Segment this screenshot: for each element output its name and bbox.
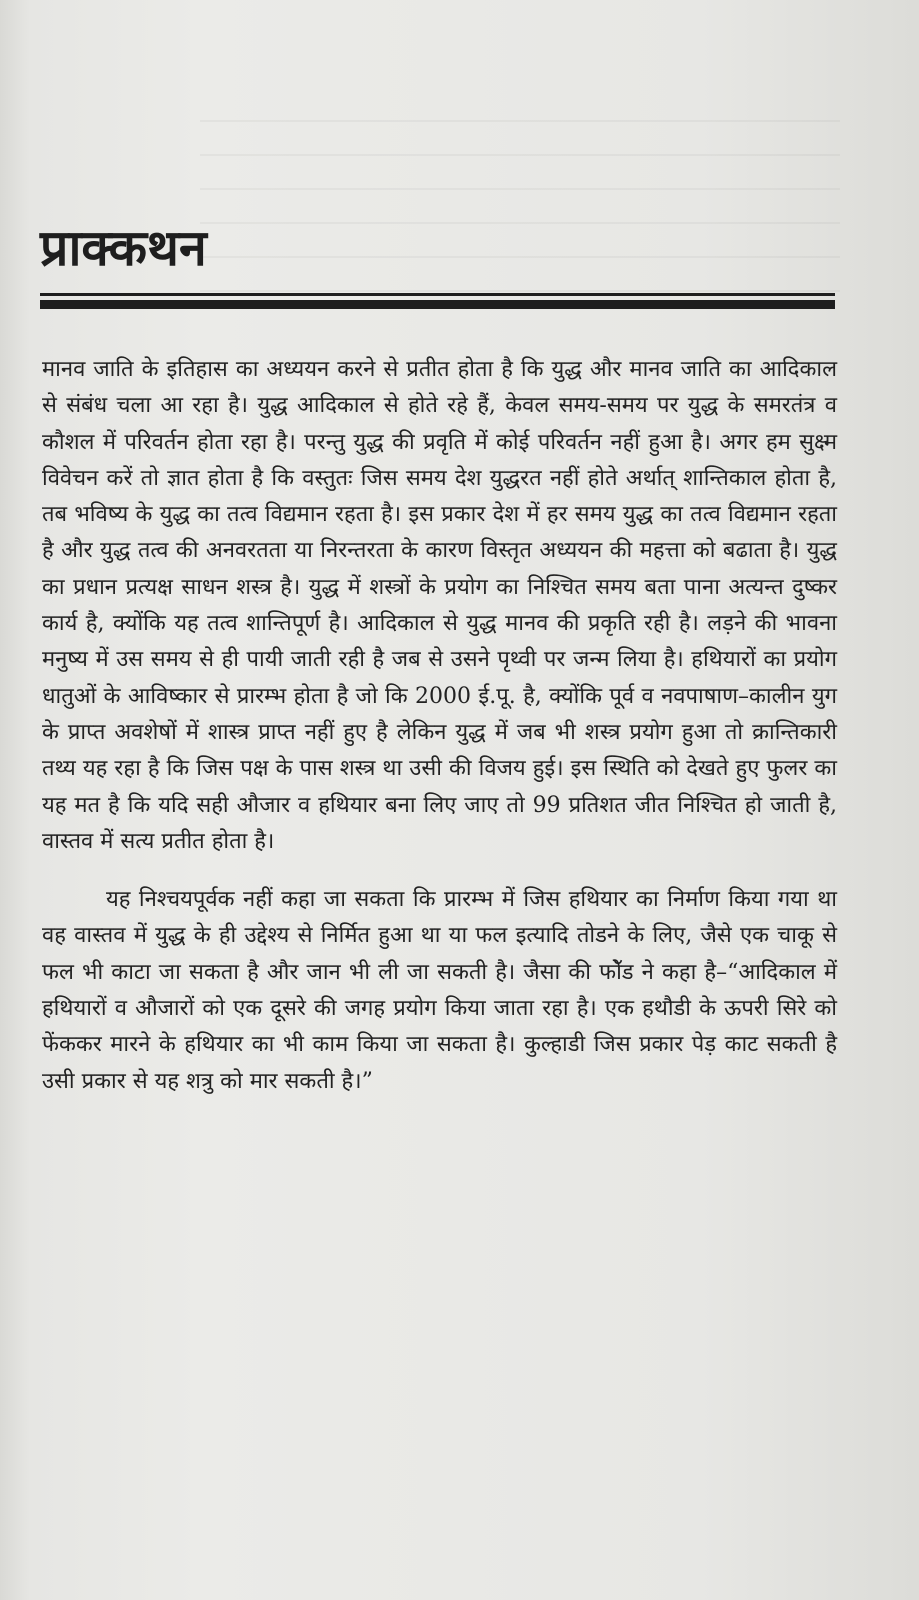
paragraph-1: मानव जाति के इतिहास का अध्ययन करने से प्रतीत होता है कि युद्ध और मानव जाति का आदिकाल से संबंध चला आ रहा है। युद्ध आदिकाल से होते रहे हैं, केवल समय-समय पर युद्ध के समरतंत्र व कौशल में परिवर्तन होता रहा है। परन्तु युद्ध की प्रवृति में कोई परिवर्तन नहीं हुआ है। अगर हम सुक्ष्म विवेचन करें तो ज्ञात होता है कि वस्तुतः जिस समय देश युद्धरत नहीं होते अर्थात् शान्तिकाल होता है, तब भविष्य के युद्ध का तत्व विद्यमान रहता है। इस प्रकार देश में हर समय युद्ध का तत्व विद्यमान रहता है और युद्ध तत्व की अनवरतता या निरन्तरता के कारण विस्तृत अध्ययन की महत्ता को बढाता है। युद्ध का प्रधान प्रत्यक्ष साधन शस्त्र है। युद्ध में शस्त्रों के प्रयोग का निश्चित समय बता पाना अत्यन्त दुष्कर कार्य है, क्योंकि यह तत्व शान्तिपूर्ण है। आदिकाल से युद्ध मानव की प्रकृति रही है। लड़ने की भावना मनुष्य में उस समय से ही पायी जाती रही है जब से उसने पृथ्वी पर जन्म लिया है। हथियारों का प्रयोग धातुओं के आविष्कार से प्रारम्भ होता है जो कि 2000 ई.पू. है, क्योंकि पूर्व व नवपाषाण–कालीन युग के प्राप्त अवशेषों में शास्त्र प्राप्त नहीं हुए है लेकिन युद्ध में जब भी शस्त्र प्रयोग हुआ तो क्रान्तिकारी तथ्य यह रहा है कि जिस पक्ष के पास शस्त्र था उसी की विजय हुई। इस स्थिति को देखते हुए फुलर का यह मत है कि यदि सही औजार व हथियार बना लिए जाए तो 99 प्रतिशत जीत निश्चित हो जाती है, वास्तव में सत्य प्रतीत होता है। xyxy=(42,357,837,854)
title-rule-thin xyxy=(40,293,835,296)
body-text xyxy=(42,352,837,1100)
chapter-title: प्राक्कथन xyxy=(40,219,207,277)
paragraph-2: यह निश्चयपूर्वक नहीं कहा जा सकता कि प्रारम्भ में जिस हथियार का निर्माण किया गया था वह वास्तव में युद्ध के ही उद्देश्य से निर्मित हुआ था या फल इत्यादि तोडने के लिए, जैसे एक चाकू से फल भी काटा जा सकता है और जान भी ली जा सकती है। जैसा की फॉेड ने कहा है–“आदिकाल में हथियारों व औजारों को एक दूसरे की जगह प्रयोग किया जाता रहा है। एक हथौडी के ऊपरी सिरे को फेंककर मारने के हथियार का भी काम किया जा सकता है। कुल्हाडी जिस प्रकार पेड़ काट सकती है उसी प्रकार से यह शत्रु को मार सकती है।” xyxy=(42,887,837,1094)
show-through-text xyxy=(200,120,840,320)
title-rule-thick xyxy=(40,300,835,309)
